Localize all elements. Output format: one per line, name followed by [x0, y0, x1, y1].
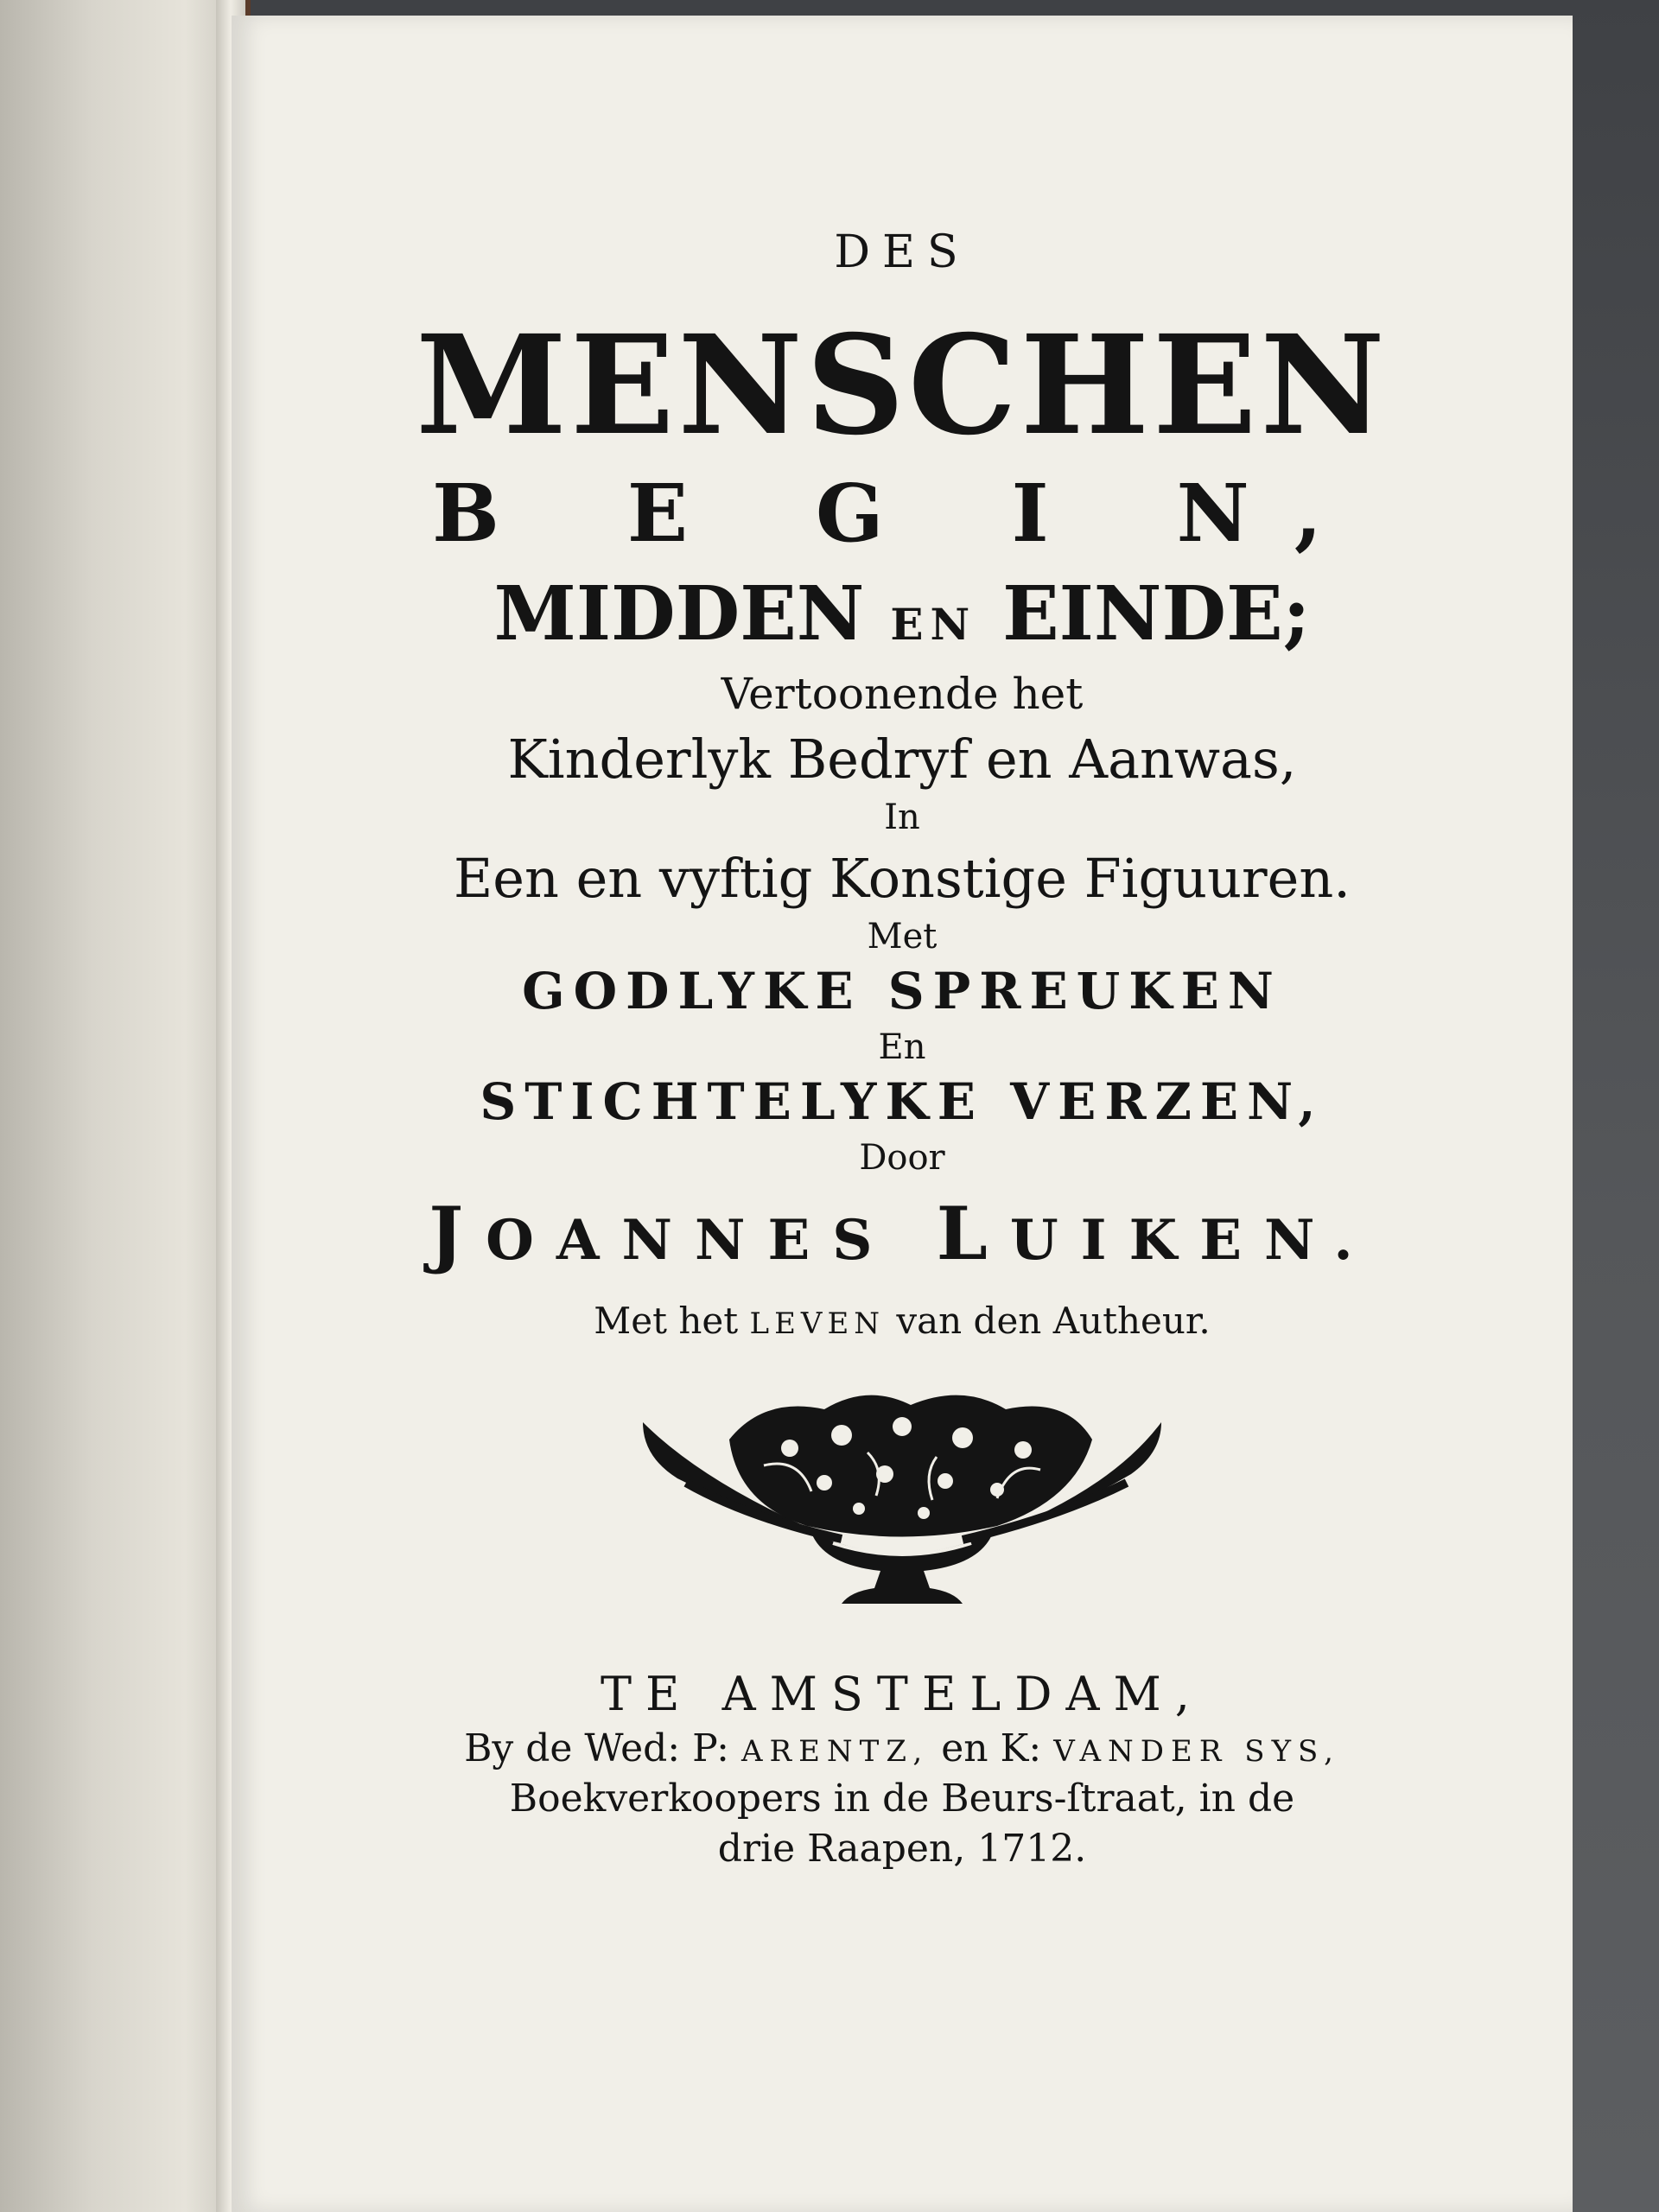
subtitle-line-2: Kinderlyk Bedryf en Aanwas, [507, 728, 1297, 791]
author-last-rest: UIKEN. [1009, 1208, 1376, 1273]
title-begin: B E G I N, [432, 467, 1372, 560]
title-block [232, 206, 1573, 1934]
subtitle-line-4: Een en vyftig Konstige Figuuren. [454, 847, 1351, 910]
life-note-prefix: Met het [594, 1300, 739, 1342]
title-en: EN [890, 599, 977, 650]
title-midden-en-einde [232, 570, 1573, 658]
subtitle-line-3: In [884, 798, 920, 837]
author-name [232, 1191, 1573, 1276]
subtitle-godlyke-spreuken: GODLYKE SPREUKEN [522, 962, 1282, 1020]
imprint-booksellers: Boekverkoopers in de Beurs-ſtraat, in de [509, 1777, 1295, 1821]
title-des: DES [834, 226, 970, 278]
imprint-city: AMSTELDAM, [721, 1667, 1204, 1721]
subtitle-door: Door [859, 1138, 945, 1178]
imprint-date: drie Raapen, 1712. [717, 1827, 1087, 1871]
imprint-line2-mid: en K: [941, 1726, 1042, 1770]
imprint-place [232, 1667, 1573, 1721]
author-last-initial: L [936, 1191, 1010, 1276]
flower-basket-ornament-icon [626, 1388, 1179, 1621]
author-first-initial: J [429, 1191, 486, 1276]
title-page [232, 16, 1573, 2212]
left-page [0, 0, 232, 2212]
imprint-line2-prefix: By de Wed: P: [464, 1726, 729, 1770]
imprint-te: TE [601, 1667, 694, 1721]
title-menschen: MENSCHEN [416, 306, 1389, 466]
title-midden: MIDDEN [493, 570, 865, 658]
subtitle-line-1: Vertoonende het [721, 669, 1084, 719]
author-first-rest: OANNES [486, 1208, 895, 1273]
subtitle-line-7: En [878, 1027, 926, 1067]
subtitle-line-5: Met [867, 917, 938, 957]
imprint-vander-sys: VANDER SYS, [1053, 1734, 1340, 1769]
title-einde: EINDE; [1002, 570, 1311, 658]
life-note [232, 1300, 1573, 1342]
subtitle-stichtelyke-verzen: STICHTELYKE VERZEN, [480, 1072, 1325, 1131]
life-note-leven: LEVEN [749, 1306, 886, 1341]
imprint-publishers [232, 1726, 1573, 1770]
imprint-arentz: ARENTZ, [741, 1734, 930, 1769]
life-note-suffix: van den Autheur. [896, 1300, 1211, 1342]
